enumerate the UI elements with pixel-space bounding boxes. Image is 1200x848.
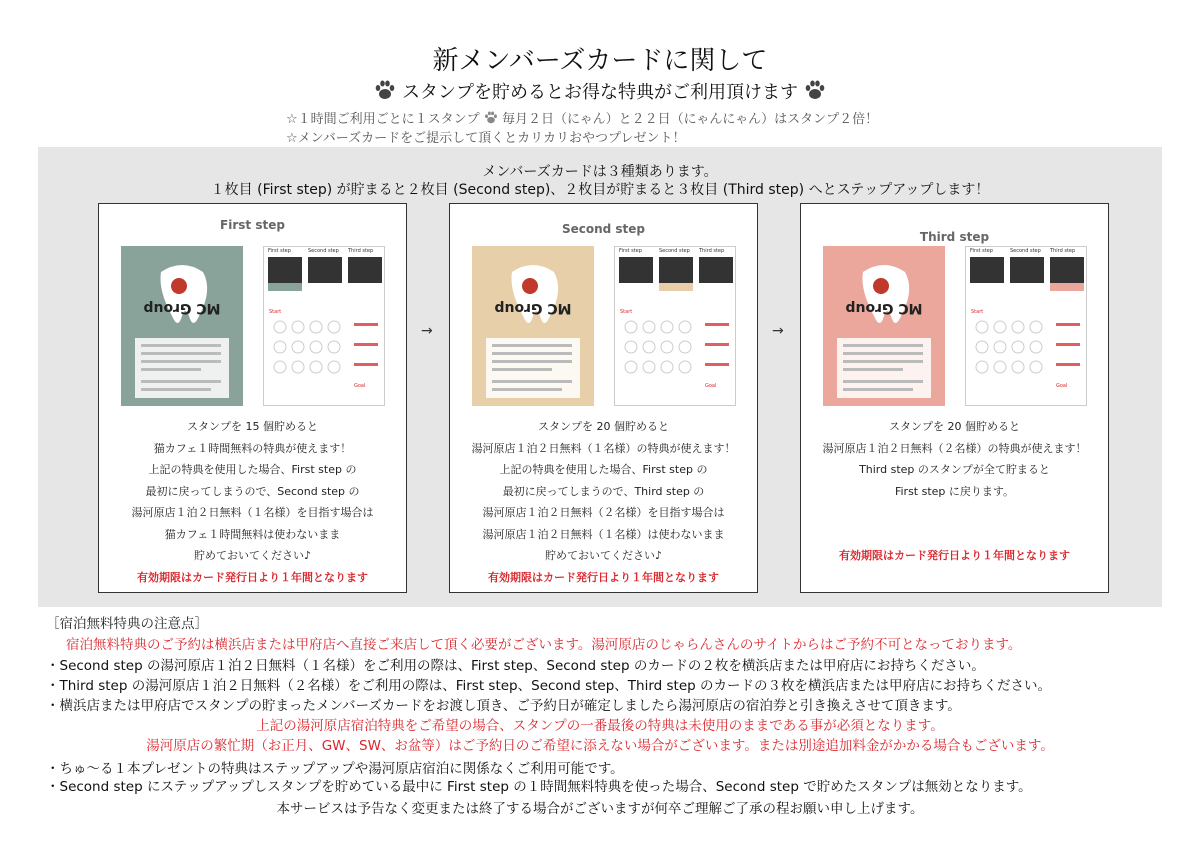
card-brand: MC Group [494, 300, 572, 316]
step-label-2: Second step [1010, 248, 1041, 254]
desc-line: 上記の特典を使用した場合、First step の [499, 463, 708, 476]
card-description [99, 416, 406, 588]
desc-line: 猫カフェ１時間無料は使わないまま [164, 527, 341, 541]
third-step-card [800, 203, 1109, 593]
desc-line: 湯河原店１泊２日無料（２名様）を目指す場合は [482, 506, 725, 519]
goal-label: Goal [354, 383, 366, 389]
card-back-image [263, 246, 385, 406]
desc-line: Third step のスタンプが全て貯まると [859, 463, 1050, 476]
stamp-note-a: ☆１時間ご利用ごとに１スタンプ [286, 112, 480, 127]
notes-bullet-3: ・横浜店または甲府店でスタンプの貯まったメンバーズカードをお渡し頂き、ご予約日が確定しましたら湯河原店の宿泊券と引き換えさせて頂きます。 [46, 698, 961, 714]
stamp-note-b: 毎月２日（にゃん）と２２日（にゃんにゃん）はスタンプ２倍！ [501, 112, 879, 127]
step-arrow: → [421, 323, 433, 339]
second-step-card [449, 203, 758, 593]
desc-line: 最初に戻ってしまうので、Third step の [502, 484, 705, 498]
step-label-1: First step [268, 248, 291, 254]
card-description [801, 416, 1108, 567]
step-label-2: Second step [659, 248, 690, 254]
present-note: ☆メンバーズカードをご提示して頂くとカリカリおやつプレゼント！ [286, 131, 686, 146]
card-brand: MC Group [143, 300, 221, 316]
desc-line: First step に戻ります。 [894, 484, 1015, 498]
desc-line: スタンプを 20 個貯めると [889, 420, 1020, 433]
start-label: Start [269, 309, 282, 315]
desc-line: 湯河原店１泊２日無料（２名様）の特典が使えます！ [822, 441, 1087, 455]
step-arrow: → [772, 323, 784, 339]
validity-note: 有効期限はカード発行日より１年間となります [137, 570, 368, 584]
notes-bullet-2: ・Third step の湯河原店１泊２日無料（２名様）をご利用の際は、First step、Second step、Third step のカードの３枚を横浜店または甲府店にお持ちください。 [46, 678, 1052, 694]
start-label: Start [971, 309, 984, 315]
notes-red-3: 湯河原店の繁忙期（お正月、GW、SW、お盆等）はご予約日のご希望に添えない場合がございます。または別途追加料金がかかる場合もございます。 [146, 738, 1054, 754]
notes-red-2: 上記の湯河原店宿泊特典をご希望の場合、スタンプの一番最後の特典は未使用のままである事が必須となります。 [256, 718, 944, 734]
desc-line: 猫カフェ１時間無料の特典が使えます！ [153, 441, 352, 455]
card-types-panel [38, 147, 1162, 607]
step-label-1: First step [970, 248, 993, 254]
stamp-note [286, 108, 878, 127]
card-title: Second step [561, 222, 646, 236]
desc-line: スタンプを 20 個貯めると [538, 420, 669, 433]
desc-line: 湯河原店１泊２日無料（１名様）を目指す場合は [131, 506, 374, 519]
step-label-3: Third step [348, 248, 374, 254]
desc-line: 貯めておいてください♪ [193, 549, 312, 562]
start-label: Start [620, 309, 633, 315]
card-front-image [823, 246, 945, 406]
desc-line: 上記の特典を使用した場合、First step の [148, 463, 357, 476]
notes-heading: ［宿泊無料特典の注意点］ [46, 616, 208, 632]
notes-bullet-1: ・Second step の湯河原店１泊２日無料（１名様）をご利用の際は、First step、Second step のカードの２枚を横浜店または甲府店にお持ちください。 [46, 658, 985, 674]
notes-red-1: 宿泊無料特典のご予約は横浜店または甲府店へ直接ご来店して頂く必要がございます。湯河原店のじゃらんさんのサイトからはご予約不可となっております。 [66, 637, 1022, 653]
footer-note: 本サービスは予告なく変更または終了する場合がございますが何卒ご理解ご了承の程お願い申し上げます。 [276, 801, 924, 817]
card-title: Third step [919, 230, 990, 244]
card-title: First step [220, 218, 285, 232]
first-step-card [98, 203, 407, 593]
card-back-image [614, 246, 736, 406]
subtitle-text: スタンプを貯めるとお得な特典がご利用頂けます [402, 82, 798, 103]
validity-note: 有効期限はカード発行日より１年間となります [839, 549, 1070, 562]
goal-label: Goal [705, 383, 717, 389]
panel-line-1: メンバーズカードは３種類あります。 [482, 164, 718, 180]
card-brand: MC Group [845, 300, 923, 316]
card-description [450, 416, 757, 588]
desc-line: 湯河原店１泊２日無料（１名様）の特典が使えます！ [471, 441, 736, 455]
card-front-image [121, 246, 243, 406]
paw-icon [374, 80, 396, 100]
desc-line: 貯めておいてください♪ [544, 549, 663, 562]
step-label-1: First step [619, 248, 642, 254]
desc-line: 湯河原店１泊２日無料（１名様）は使わないまま [482, 527, 725, 541]
paw-icon [484, 111, 498, 124]
step-label-2: Second step [308, 248, 339, 254]
notes-bullet-5: ・Second step にステップアップしスタンプを貯めている最中に First step の１時間無料特典を使った場合、Second step で貯めたスタンプは無効となります。 [46, 779, 1032, 795]
validity-note: 有効期限はカード発行日より１年間となります [488, 570, 719, 584]
page-subtitle [0, 78, 1200, 104]
card-front-image [472, 246, 594, 406]
step-label-3: Third step [1050, 248, 1076, 254]
page-title: 新メンバーズカードに関して [432, 46, 768, 76]
desc-line: スタンプを 15 個貯めると [187, 420, 318, 433]
panel-line-2: １枚目 (First step) が貯まると２枚目 (Second step)、２枚目が貯まると３枚目 (Third step) へとステップアップします！ [210, 182, 990, 198]
step-label-3: Third step [699, 248, 725, 254]
goal-label: Goal [1056, 383, 1068, 389]
desc-line: 最初に戻ってしまうので、Second step の [145, 484, 360, 498]
paw-icon [804, 80, 826, 100]
notes-bullet-4: ・ちゅ～る１本プレゼントの特典はステップアップや湯河原店宿泊に関係なくご利用可能です。 [46, 761, 624, 777]
card-back-image [965, 246, 1087, 406]
